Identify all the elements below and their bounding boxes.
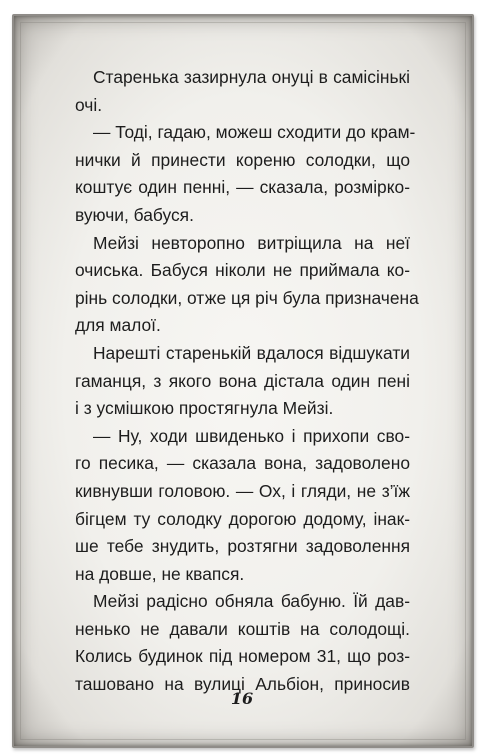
text-line: гаманця, з якого вона дістала один пені bbox=[75, 370, 410, 391]
text-line: ташовано на вулиці Альбіон, приносив bbox=[75, 674, 410, 695]
text-line: очі. bbox=[75, 94, 103, 115]
text-line: ше тебе знудить, розтягни задоволення bbox=[75, 536, 410, 557]
text-line: Старенька зазирнула онуці в самісінькі bbox=[93, 67, 410, 87]
text-line: вуючи, бабуся. bbox=[75, 204, 194, 225]
text-line: кивнувши головою. — Ох, і гляди, не з’їж bbox=[75, 480, 410, 501]
text-line: для малої. bbox=[75, 315, 161, 336]
text-line: Нарешті старенькій вдалося відшукати bbox=[93, 342, 410, 363]
text-line: — Тоді, гадаю, можеш сходити до крам- bbox=[93, 122, 416, 143]
page-number: 16 bbox=[230, 689, 254, 708]
text-line: на довше, не квапся. bbox=[75, 563, 245, 584]
text-line: і з усмішкою простягнула Мейзі. bbox=[75, 398, 334, 419]
text-line: рінь солодки, отже ця річ була призначена bbox=[75, 287, 419, 308]
text-line: ненько не давали коштів на солодощі. bbox=[75, 618, 410, 639]
text-line: Мейзі радісно обняла бабуню. Їй дав- bbox=[93, 591, 410, 612]
text-line: коштує один пенні, — сказала, розмірко- bbox=[75, 177, 410, 198]
page-text bbox=[75, 64, 419, 699]
text-line: нички й принести кореню солодки, що bbox=[75, 149, 410, 170]
text-line: го песика, — сказала вона, задоволено bbox=[75, 453, 410, 474]
text-line: Колись будинок під номером 31, що роз- bbox=[75, 646, 410, 667]
text-line: очиська. Бабуся ніколи не приймала ко- bbox=[75, 260, 410, 281]
text-line: — Ну, ходи швиденько і прихопи сво- bbox=[93, 425, 410, 446]
text-line: Мейзі невторопно витріщила на неї bbox=[93, 232, 410, 253]
text-line: бігцем ту солодку дорогою додому, інак- bbox=[75, 508, 410, 529]
